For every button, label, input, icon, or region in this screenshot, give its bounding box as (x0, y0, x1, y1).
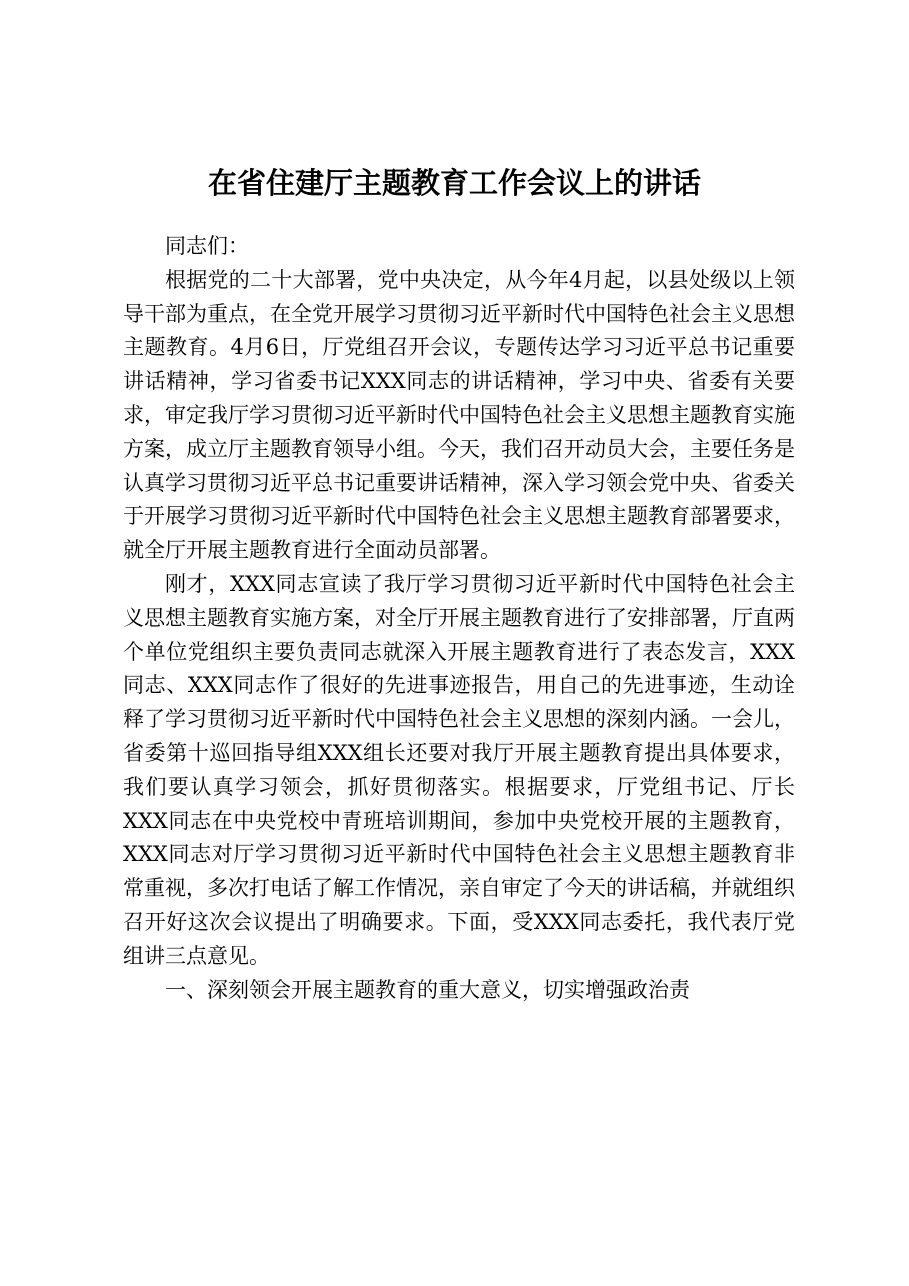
document-body (123, 224, 795, 1007)
salutation: 同志们： (165, 234, 249, 258)
paragraph-2: 刚才，XXX同志宣读了我厅学习贯彻习近平新时代中国特色社会主义思想主题教育实施方案，对全厅开展主题教育进行了安排部署，厅直两个单位党组织主要负责同志就深入开展主题教育进行了表态发言，XXX同志、XXX同志作了很好的先进事迹报告，用自己的先进事迹，生动诠释了学习贯彻习近平新时代中国特色社会主义思想的深刻内涵。一会儿，省委第十巡回指导组XXX组长还要对我厅开展主题教育提出具体要求，我们要认真学习领会，抓好贯彻落实。根据要求，厅党组书记、厅长XXX同志在中央党校中青班培训期间，参加中央党校开展的主题教育，XXX同志对厅学习贯彻习近平新时代中国特色社会主义思想主题教育非常重视，多次打电话了解工作情况，亲自审定了今天的讲话稿，并就组织召开好这次会议提出了明确要求。下面，受XXX同志委托，我代表厅党组讲三点意见。 (123, 571, 795, 968)
section-heading-1: 一、深刻领会开展主题教育的重大意义，切实增强政治责 (165, 977, 690, 1002)
document-title: 在省住建厅主题教育工作会议上的讲话 (207, 166, 701, 200)
paragraph-1: 根据党的二十大部署，党中央决定，从今年4月起，以县处级以上领导干部为重点，在全党开展学习贯彻习近平新时代中国特色社会主义思想主题教育。4月6日，厅党组召开会议，专题传达学习习近平总书记重要讲话精神，学习省委书记XXX同志的讲话精神，学习中央、省委有关要求，审定我厅学习贯彻习近平新时代中国特色社会主义思想主题教育实施方案，成立厅主题教育领导小组。今天，我们召开动员大会，主要任务是认真学习贯彻习近平总书记重要讲话精神，深入学习领会党中央、省委关于开展学习贯彻习近平新时代中国特色社会主义思想主题教育部署要求，就全厅开展主题教育进行全面动员部署。 (123, 267, 795, 563)
